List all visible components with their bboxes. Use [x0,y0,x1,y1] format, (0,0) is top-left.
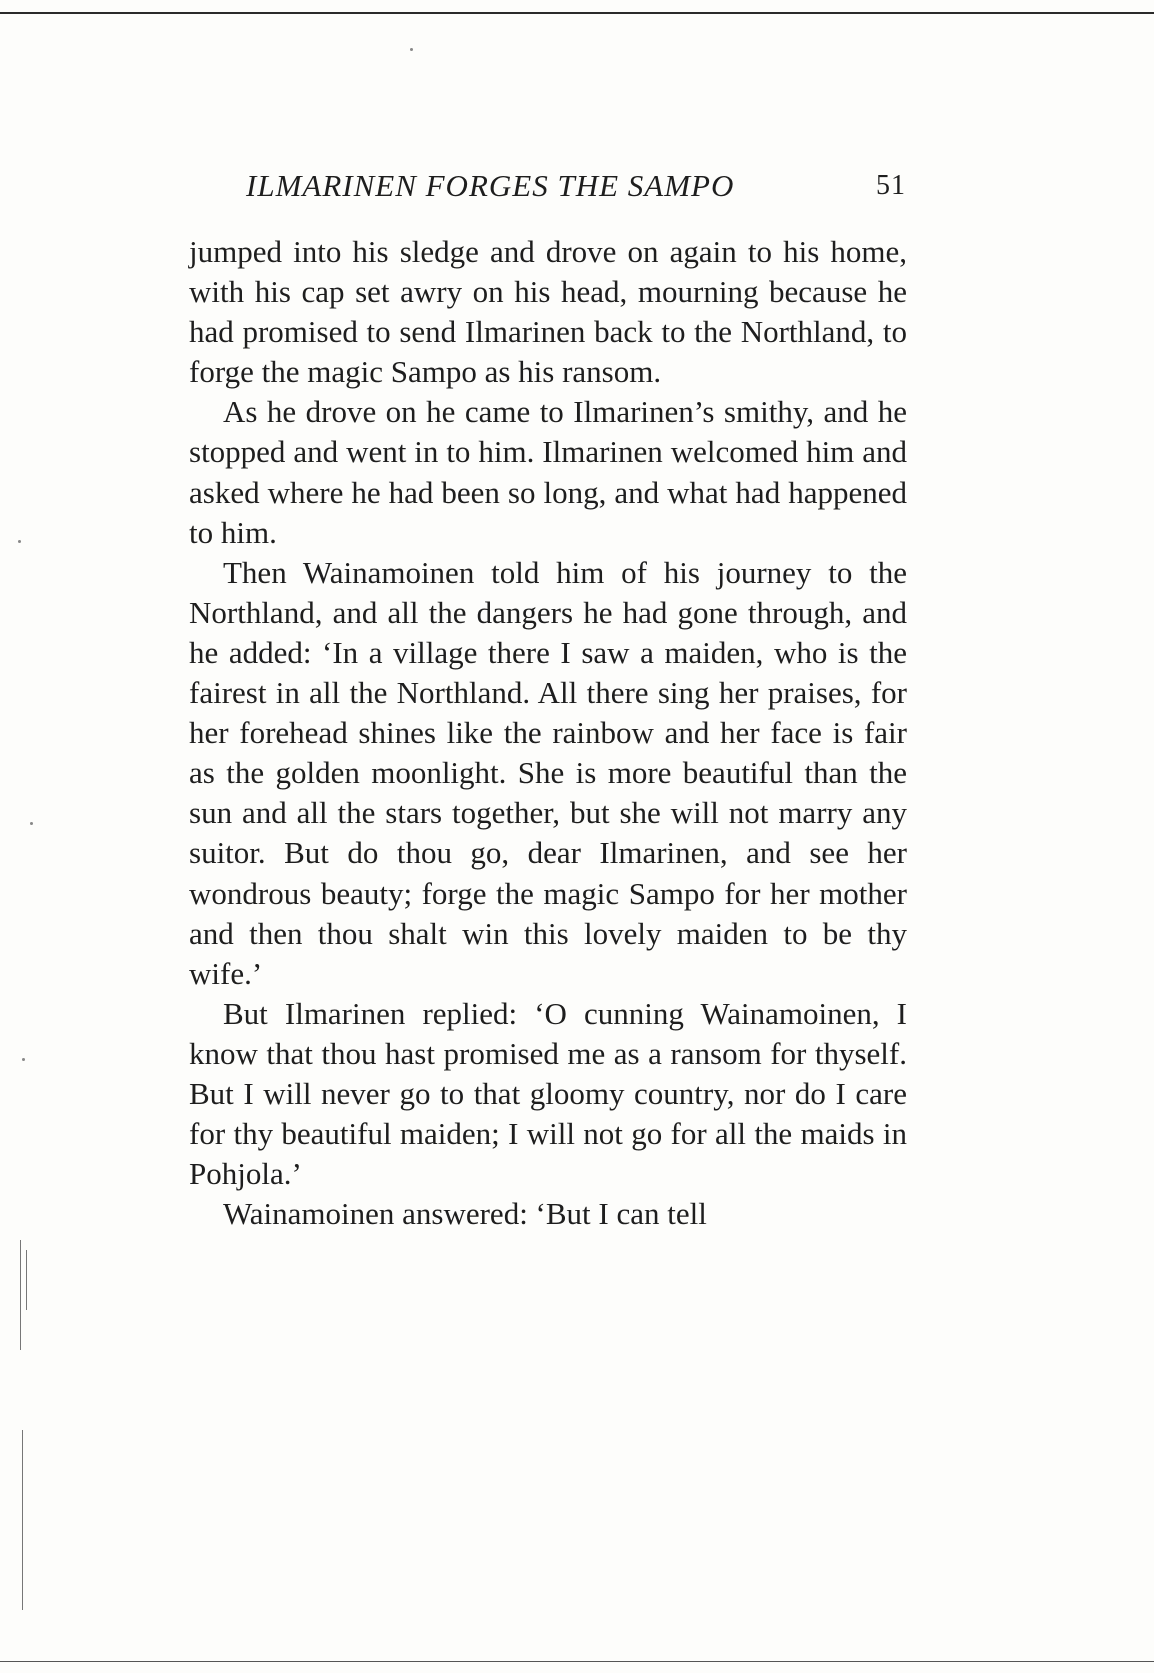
scan-speck [410,48,413,51]
top-border-rule [0,12,1154,14]
scan-speck [30,822,33,825]
scan-speck [22,1058,25,1061]
running-header [246,168,906,208]
bottom-border-rule [0,1661,1154,1662]
running-title: ILMARINEN FORGES THE SAMPO [246,168,735,203]
scan-mark [22,1430,23,1610]
scan-mark [26,1250,27,1310]
scan-mark [20,1240,21,1350]
paragraph-4: But Ilmarinen replied: ‘O cunning Wainamoinen, I know that thou hast promised me as a ransom for thyself. But I will never go to that gloomy country, nor do I care for thy beautiful maiden; I will not go for all the maids in Pohjola.’ [189,995,907,1192]
body-text [189,232,907,1234]
scan-speck [18,540,21,543]
paragraph-5: Wainamoinen answered: ‘But I can tell [223,1196,707,1232]
paragraph-1: jumped into his sledge and drove on again to his home, with his cap set awry on his head, mourning because he had promised to send Ilmarinen back to the Northland, to forge the magic Sampo as his ransom. [189,234,907,390]
paragraph-2: As he drove on he came to Ilmarinen’s smithy, and he stopped and went in to him. Ilmarinen welcomed him and asked where he had been so long, and what had happened to him. [189,394,907,550]
paragraph-3: Then Wainamoinen told him of his journey to the Northland, and all the dangers he had gone through, and he added: ‘In a village there I saw a maiden, who is the fairest in all the Northland. All there sing her praises, for her forehead shines like the rainbow and her face is fair as the golden moonlight. She is more beautiful than the sun and all the stars together, but she will not marry any suitor. But do thou go, dear Ilmarinen, and see her wondrous beauty; forge the magic Sampo for her mother and then thou shalt win this lovely maiden to be thy wife.’ [189,554,907,991]
page-number: 51 [876,170,906,201]
